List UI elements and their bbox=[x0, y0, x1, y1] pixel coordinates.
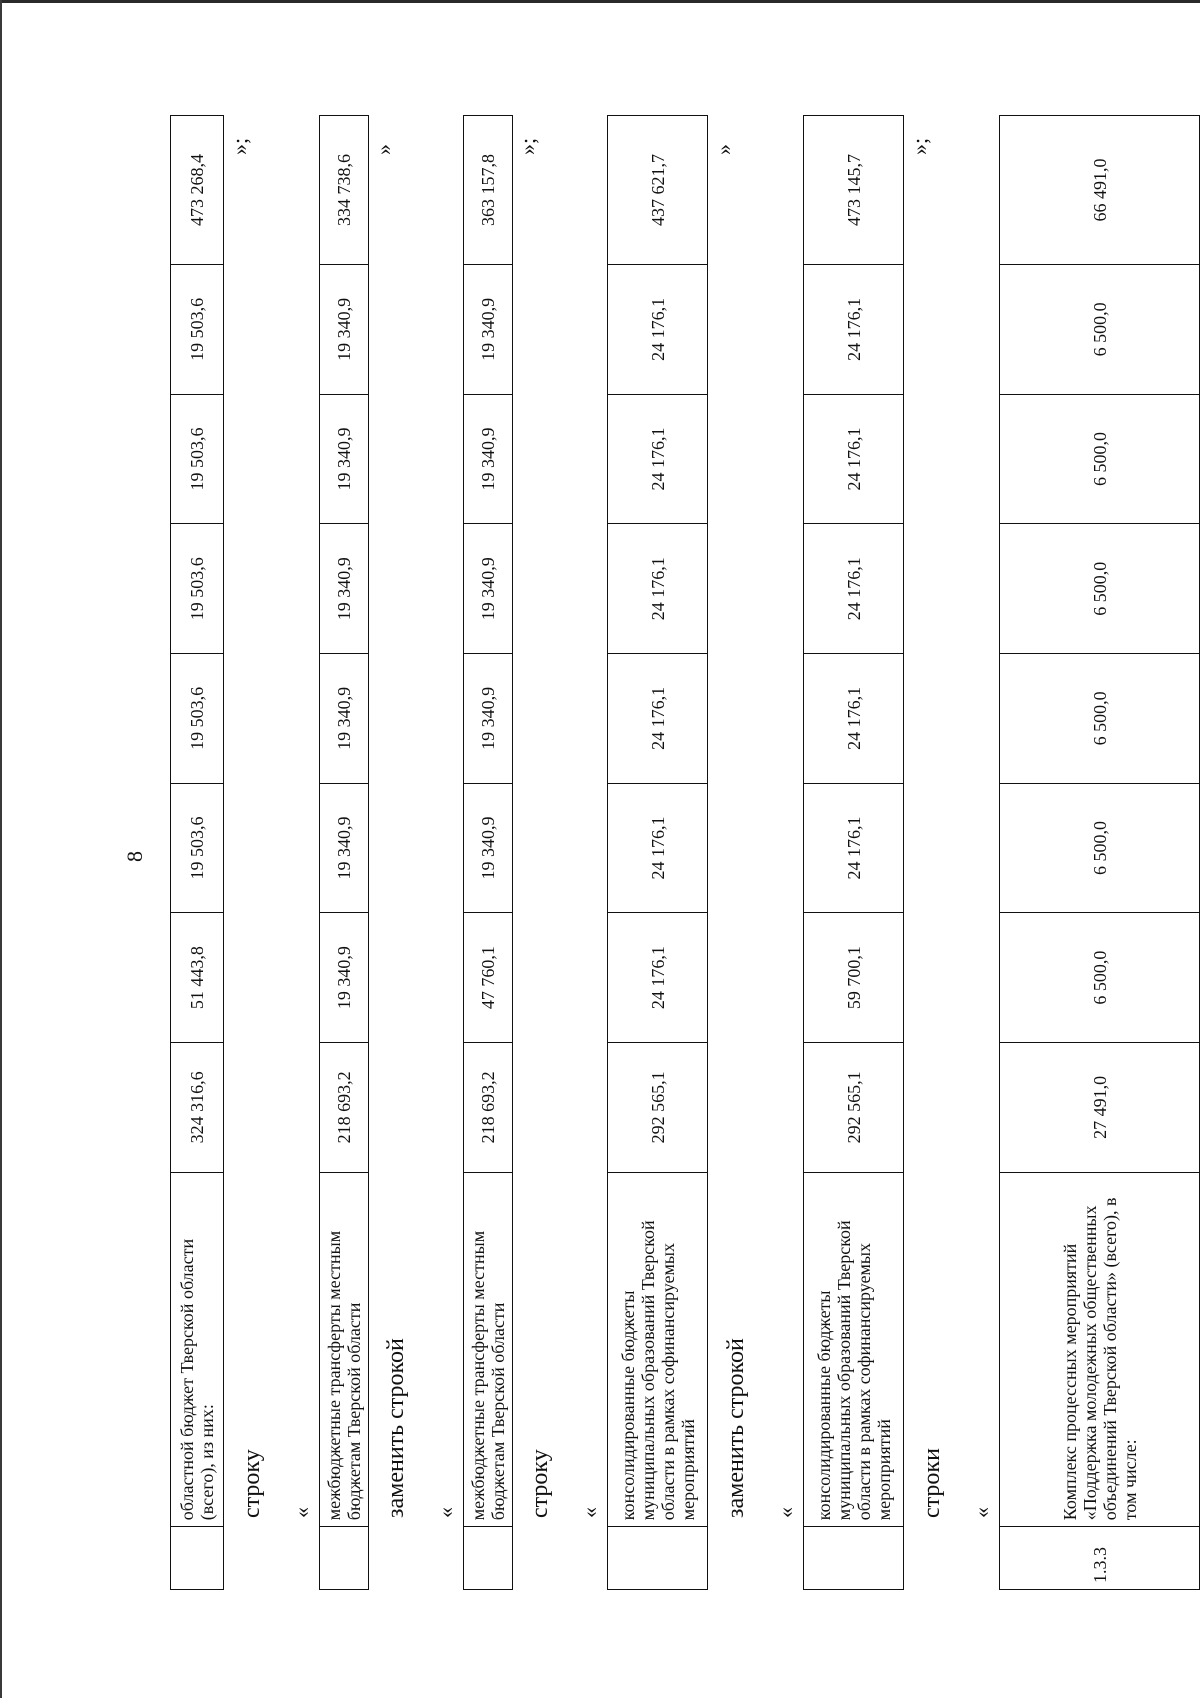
value-cell: 24 176,1 bbox=[804, 265, 904, 395]
budget-row-table bbox=[463, 115, 513, 1590]
value-cell: 218 693,2 bbox=[464, 1042, 513, 1172]
value-cell: 24 176,1 bbox=[804, 394, 904, 524]
row-code-cell: 1.3.3 bbox=[1000, 1527, 1200, 1590]
value-cell: 19 340,9 bbox=[464, 394, 513, 524]
closing-quote: » bbox=[711, 144, 736, 155]
row-block-regional-budget-total bbox=[170, 115, 224, 1590]
value-cell-total: 363 157,8 bbox=[464, 116, 513, 265]
connector-word: строку bbox=[239, 1449, 265, 1518]
closing-quote: »; bbox=[515, 137, 540, 155]
value-cell: 292 565,1 bbox=[608, 1042, 708, 1172]
connector-word: строки bbox=[919, 1448, 945, 1518]
row-code-cell bbox=[464, 1527, 513, 1590]
row-code-cell bbox=[171, 1527, 224, 1590]
closing-quote: »; bbox=[907, 137, 932, 155]
closing-quote: »; bbox=[227, 137, 252, 155]
row-block-consolidated-new bbox=[803, 115, 904, 1590]
value-cell: 19 340,9 bbox=[320, 265, 369, 395]
connector-3 bbox=[511, 115, 607, 1590]
value-cell: 6 500,0 bbox=[1000, 783, 1200, 913]
connector-2 bbox=[367, 115, 463, 1590]
value-cell: 24 176,1 bbox=[608, 265, 708, 395]
connector-word: заменить строкой bbox=[383, 1338, 409, 1518]
scan-top-edge bbox=[0, 0, 1200, 3]
value-cell-total: 473 145,7 bbox=[804, 116, 904, 265]
value-cell: 292 565,1 bbox=[804, 1042, 904, 1172]
value-cell: 19 503,6 bbox=[171, 654, 224, 784]
value-cell: 24 176,1 bbox=[804, 524, 904, 654]
opening-quote: « bbox=[433, 1507, 458, 1518]
opening-quote: « bbox=[773, 1507, 798, 1518]
value-cell: 324 316,6 bbox=[171, 1042, 224, 1172]
opening-quote: « bbox=[969, 1507, 994, 1518]
connector-5 bbox=[903, 115, 999, 1590]
budget-row-table bbox=[803, 115, 904, 1590]
value-cell: 24 176,1 bbox=[804, 783, 904, 913]
value-cell: 24 176,1 bbox=[608, 783, 708, 913]
connector-4 bbox=[707, 115, 803, 1590]
scan-left-edge bbox=[0, 0, 2, 1698]
row-code-cell bbox=[804, 1527, 904, 1590]
value-cell: 24 176,1 bbox=[608, 524, 708, 654]
value-cell: 218 693,2 bbox=[320, 1042, 369, 1172]
value-cell: 6 500,0 bbox=[1000, 394, 1200, 524]
opening-quote: « bbox=[289, 1507, 314, 1518]
value-cell: 51 443,8 bbox=[171, 913, 224, 1043]
value-cell-total: 66 491,0 bbox=[1000, 116, 1200, 265]
row-block-transfers-old bbox=[319, 115, 369, 1590]
connector-word: строку bbox=[527, 1449, 553, 1518]
row-name-cell: областной бюджет Тверской области (всего), из них: bbox=[171, 1172, 224, 1527]
row-name-cell: Комплекс процессных мероприятий «Поддержка молодежных общественных объединений Тверской области» (всего), в том числе: bbox=[1000, 1172, 1200, 1527]
budget-row-table bbox=[319, 115, 369, 1590]
value-cell-total: 334 738,6 bbox=[320, 116, 369, 265]
value-cell: 47 760,1 bbox=[464, 913, 513, 1043]
value-cell-total: 437 621,7 bbox=[608, 116, 708, 265]
value-cell: 19 340,9 bbox=[464, 524, 513, 654]
closing-quote: » bbox=[371, 144, 396, 155]
budget-row-table bbox=[607, 115, 708, 1590]
value-cell: 24 176,1 bbox=[608, 654, 708, 784]
value-cell: 19 340,9 bbox=[464, 783, 513, 913]
value-cell: 19 340,9 bbox=[320, 913, 369, 1043]
opening-quote: « bbox=[577, 1507, 602, 1518]
value-cell: 59 700,1 bbox=[804, 913, 904, 1043]
value-cell: 6 500,0 bbox=[1000, 524, 1200, 654]
value-cell: 6 500,0 bbox=[1000, 265, 1200, 395]
value-cell: 24 176,1 bbox=[608, 394, 708, 524]
row-block-consolidated-old bbox=[607, 115, 708, 1590]
value-cell: 19 503,6 bbox=[171, 524, 224, 654]
value-cell: 19 340,9 bbox=[320, 783, 369, 913]
row-block-youth-organizations bbox=[999, 115, 1200, 1590]
value-cell: 19 340,9 bbox=[320, 654, 369, 784]
row-code-cell bbox=[320, 1527, 369, 1590]
value-cell: 6 500,0 bbox=[1000, 913, 1200, 1043]
row-name-cell: межбюджетные трансферты местным бюджетам Тверской области bbox=[464, 1172, 513, 1527]
value-cell: 19 340,9 bbox=[320, 394, 369, 524]
value-cell: 19 503,6 bbox=[171, 265, 224, 395]
value-cell: 19 340,9 bbox=[320, 524, 369, 654]
value-cell: 19 340,9 bbox=[464, 654, 513, 784]
page-number: 8 bbox=[122, 851, 147, 862]
value-cell: 19 503,6 bbox=[171, 783, 224, 913]
row-name-cell: консолидированные бюджеты муниципальных образований Тверской области в рамках софинансируемых мероприятий bbox=[804, 1172, 904, 1527]
connector-1 bbox=[223, 115, 319, 1590]
row-code-cell bbox=[608, 1527, 708, 1590]
value-cell: 24 176,1 bbox=[608, 913, 708, 1043]
value-cell-total: 473 268,4 bbox=[171, 116, 224, 265]
value-cell: 24 176,1 bbox=[804, 654, 904, 784]
row-block-transfers-new bbox=[463, 115, 513, 1590]
value-cell: 19 340,9 bbox=[464, 265, 513, 395]
rotated-table-sheet bbox=[170, 115, 1200, 1590]
connector-word: заменить строкой bbox=[723, 1338, 749, 1518]
budget-row-table bbox=[999, 115, 1200, 1590]
value-cell: 27 491,0 bbox=[1000, 1042, 1200, 1172]
row-name-cell: консолидированные бюджеты муниципальных образований Тверской области в рамках софинансируемых мероприятий bbox=[608, 1172, 708, 1527]
value-cell: 19 503,6 bbox=[171, 394, 224, 524]
value-cell: 6 500,0 bbox=[1000, 654, 1200, 784]
row-name-cell: межбюджетные трансферты местным бюджетам Тверской области bbox=[320, 1172, 369, 1527]
budget-row-table bbox=[170, 115, 224, 1590]
